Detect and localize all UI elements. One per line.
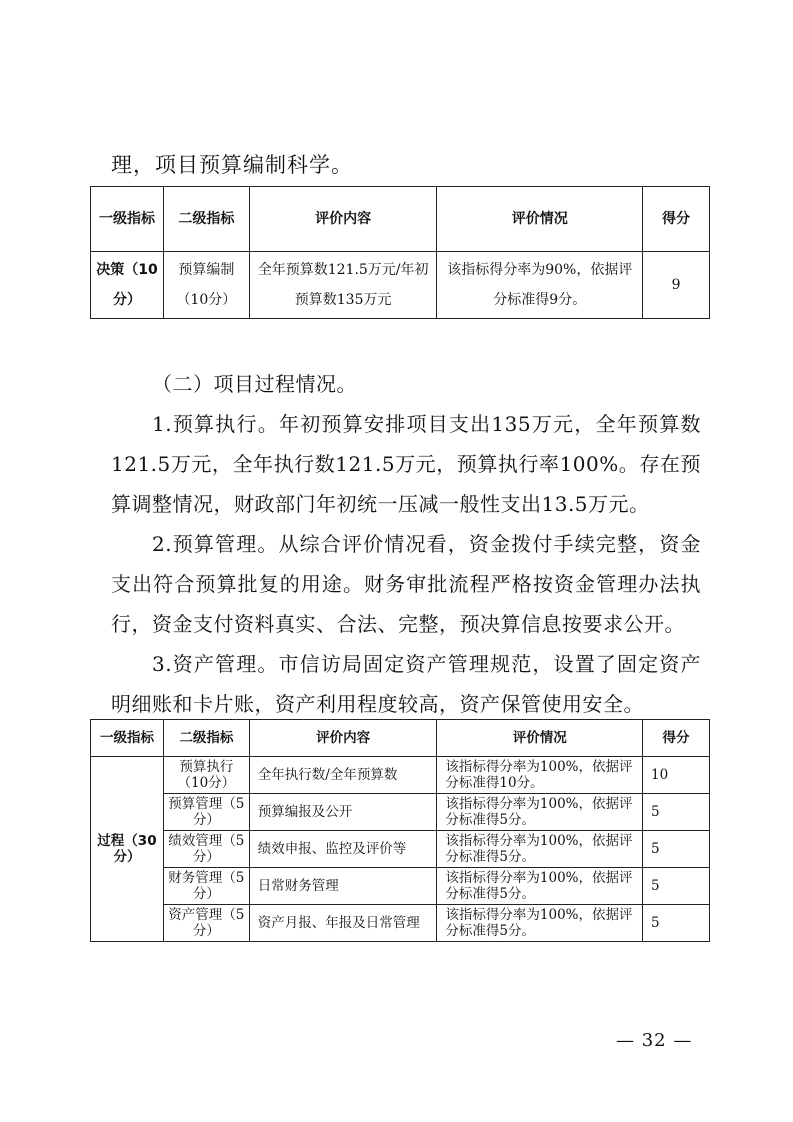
level2-cell: 预算执行（10分）: [163, 757, 249, 794]
evaluation-cell: 该指标得分率为100%，依据评分标准得10分。: [437, 757, 643, 794]
table-row: [91, 252, 710, 319]
content-cell: 日常财务管理: [249, 868, 437, 905]
table-header-row: [91, 720, 710, 757]
level1-cell: 过程（30分）: [91, 757, 164, 942]
table-row: [91, 831, 710, 868]
header-content: 评价内容: [249, 720, 437, 757]
content-cell: 全年预算数121.5万元/年初预算数135万元: [249, 252, 437, 319]
content-cell: 绩效申报、监控及评价等: [249, 831, 437, 868]
header-score: 得分: [643, 187, 710, 252]
content-cell: 资产月报、年报及日常管理: [249, 905, 437, 942]
evaluation-cell: 该指标得分率为100%，依据评分标准得5分。: [437, 868, 643, 905]
header-level1: 一级指标: [91, 720, 164, 757]
score-cell: 5: [643, 905, 710, 942]
process-evaluation-table: [90, 719, 710, 942]
header-evaluation: 评价情况: [437, 187, 643, 252]
level2-cell: 财务管理（5分）: [163, 868, 249, 905]
header-level2: 二级指标: [163, 187, 249, 252]
section-title: （二）项目过程情况。: [152, 372, 357, 396]
score-cell: 5: [643, 831, 710, 868]
header-level2: 二级指标: [163, 720, 249, 757]
score-cell: 5: [643, 868, 710, 905]
evaluation-cell: 该指标得分率为100%，依据评分标准得5分。: [437, 794, 643, 831]
score-cell: 9: [643, 252, 710, 319]
score-cell: 10: [643, 757, 710, 794]
score-cell: 5: [643, 794, 710, 831]
paragraph-budget-management: 2.预算管理。从综合评价情况看，资金拨付手续完整，资金支出符合预算批复的用途。财务审批流程严格按资金管理办法执行，资金支付资料真实、合法、完整，预决算信息按要求公开。: [111, 532, 701, 636]
table-header-row: [91, 187, 710, 252]
paragraph-budget-execution: 1.预算执行。年初预算安排项目支出135万元，全年预算数121.5万元，全年执行数121.5万元，预算执行率100%。存在预算调整情况，财政部门年初统一压减一般性支出13.5万元。: [111, 412, 701, 516]
page-number: — 32 —: [616, 1030, 693, 1051]
level1-cell: 决策（10分）: [91, 252, 164, 319]
evaluation-cell: 该指标得分率为100%，依据评分标准得5分。: [437, 831, 643, 868]
decision-evaluation-table: [90, 186, 710, 319]
table-row: [91, 905, 710, 942]
content-cell: 预算编报及公开: [249, 794, 437, 831]
header-content: 评价内容: [249, 187, 437, 252]
header-score: 得分: [643, 720, 710, 757]
level2-cell: 预算编制（10分）: [163, 252, 249, 319]
table-row: [91, 794, 710, 831]
header-evaluation: 评价情况: [437, 720, 643, 757]
level2-cell: 资产管理（5分）: [163, 905, 249, 942]
header-level1: 一级指标: [91, 187, 164, 252]
level2-cell: 预算管理（5分）: [163, 794, 249, 831]
table-row: [91, 868, 710, 905]
body-text: [111, 364, 701, 724]
evaluation-cell: 该指标得分率为90%，依据评分标准得9分。: [437, 252, 643, 319]
level2-cell: 绩效管理（5分）: [163, 831, 249, 868]
content-cell: 全年执行数/全年预算数: [249, 757, 437, 794]
evaluation-cell: 该指标得分率为100%，依据评分标准得5分。: [437, 905, 643, 942]
intro-text: 理，项目预算编制科学。: [111, 153, 353, 177]
table-row: [91, 757, 710, 794]
paragraph-asset-management: 3.资产管理。市信访局固定资产管理规范，设置了固定资产明细账和卡片账，资产利用程度较高，资产保管使用安全。: [111, 652, 701, 716]
